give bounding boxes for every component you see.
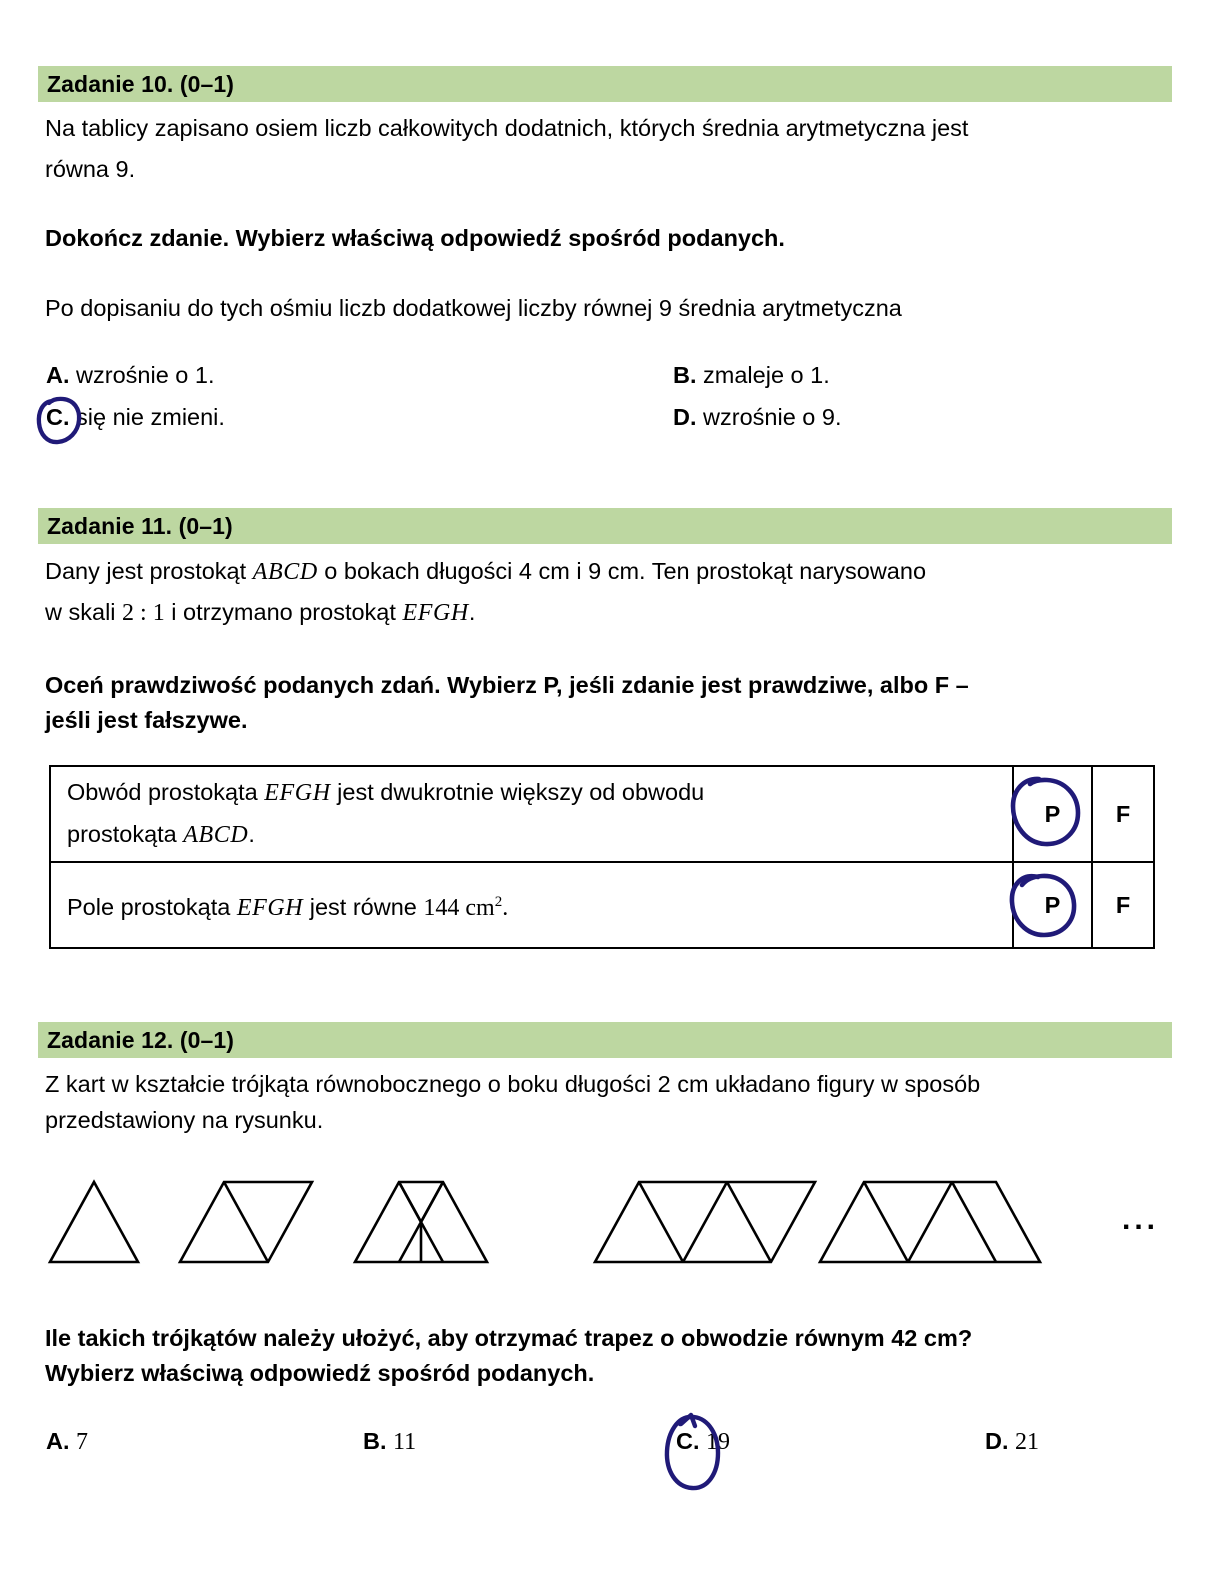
task-11-intro-text-e: .	[468, 599, 476, 625]
task-10-option-c-text: się nie zmieni.	[76, 404, 225, 430]
task-12-intro-line-2: przedstawiony na rysunku.	[45, 1107, 324, 1133]
task-12-option-c-text: 19	[706, 1429, 731, 1455]
task-12-option-b[interactable]	[363, 1424, 416, 1459]
tf-statement-2-line-1	[67, 882, 1002, 929]
tf-s1-abcd-math: ABCD	[183, 822, 249, 848]
task-12-option-c[interactable]	[676, 1424, 730, 1459]
tf-row-2-f-label: F	[1115, 891, 1131, 918]
table-row	[51, 767, 1153, 863]
task-10-option-d-text: wzrośnie o 9.	[703, 404, 842, 430]
task-11-instruction-line-1: Oceń prawdziwość podanych zdań. Wybierz P, jeśli zdanie jest prawdziwe, albo F –	[45, 672, 969, 698]
triangle-group-1	[50, 1182, 138, 1262]
task-10-option-c[interactable]	[46, 400, 225, 434]
task-12-option-d-label: D.	[985, 1428, 1009, 1454]
task-12-option-a[interactable]	[46, 1424, 88, 1459]
task-11-intro-text-d: i otrzymano prostokąt	[164, 599, 403, 625]
task-12-question-line-2: Wybierz właściwą odpowiedź spośród podanych.	[45, 1360, 595, 1386]
task-12-option-a-text: 7	[76, 1429, 89, 1455]
triangle-group-5	[820, 1182, 1040, 1262]
tf-statement-1-line-2	[67, 814, 1002, 856]
tf-statement-1-line-1	[67, 772, 1002, 814]
figure-ellipsis: ...	[1122, 1203, 1160, 1236]
tf-s2-area-value	[423, 895, 508, 921]
task-11-intro-text-b: o bokach długości 4 cm i 9 cm. Ten prostokąt narysowano	[317, 558, 927, 584]
tf-row-1-p-label: P	[1044, 800, 1061, 827]
task-10-intro-line-1: Na tablicy zapisano osiem liczb całkowitych dodatnich, których średnia arytmetyczna jest	[45, 115, 969, 141]
task-10-option-b[interactable]	[673, 358, 830, 392]
tf-row-1-f-option[interactable]	[1091, 767, 1153, 861]
task-10-option-b-label: B.	[673, 362, 697, 388]
tf-s2-text-b: jest równe	[303, 893, 424, 920]
task-11-intro-text-c: w skali	[45, 599, 123, 625]
task-12-option-d-text: 21	[1015, 1429, 1040, 1455]
task-header-label-11: Zadanie 11. (0–1)	[47, 513, 233, 539]
task-11-rect-efgh-math: EFGH	[402, 600, 469, 626]
task-header-zadanie-11	[38, 508, 1172, 544]
tf-s1-text-a: Obwód prostokąta	[67, 779, 265, 805]
tf-row-2-p-label: P	[1044, 891, 1061, 918]
task-10-option-b-text: zmaleje o 1.	[703, 362, 830, 388]
task-header-label-12: Zadanie 12. (0–1)	[47, 1027, 235, 1053]
task-header-label-10: Zadanie 10. (0–1)	[47, 71, 235, 97]
tf-statement-1	[67, 767, 1002, 861]
task-12-intro-line-1: Z kart w kształcie trójkąta równobocznego o boku długości 2 cm układano figury w sposób	[45, 1071, 981, 1097]
tf-row-2-p-option[interactable]	[1012, 863, 1091, 947]
task-11-scale-math: 2 : 1	[122, 600, 165, 626]
task-10-option-a[interactable]	[46, 358, 214, 392]
task-12-option-c-label: C.	[676, 1428, 700, 1454]
task-10-option-a-label: A.	[46, 362, 70, 388]
triangle-group-4	[595, 1182, 815, 1262]
triangle-pattern-figure	[40, 1160, 1180, 1270]
task-11-instruction-line-2: jeśli jest fałszywe.	[45, 707, 248, 733]
task-12-option-b-label: B.	[363, 1428, 387, 1454]
task-10-instruction: Dokończ zdanie. Wybierz właściwą odpowiedź spośród podanych.	[45, 225, 785, 251]
true-false-table	[49, 765, 1155, 949]
tf-s2-text-c: .	[502, 894, 509, 921]
task-10-option-a-text: wzrośnie o 1.	[76, 362, 215, 388]
tf-row-1-f-label: F	[1115, 800, 1131, 827]
task-11-intro-line-2	[45, 592, 475, 634]
task-header-zadanie-12	[38, 1022, 1172, 1058]
tf-s1-text-d: .	[248, 821, 255, 847]
triangle-group-2	[180, 1182, 312, 1262]
tf-s2-text-a: Pole prostokąta	[67, 893, 237, 920]
tf-s2-area-number: 144 cm	[423, 894, 495, 921]
task-10-stem: Po dopisaniu do tych ośmiu liczb dodatkowej liczby równej 9 średnia arytmetyczna	[45, 295, 902, 321]
tf-s1-text-c: prostokąta	[67, 821, 184, 847]
task-11-intro-line-1	[45, 551, 926, 593]
task-10-option-d[interactable]	[673, 400, 841, 434]
task-12-option-a-label: A.	[46, 1428, 70, 1454]
tf-s1-text-b: jest dwukrotnie większy od obwodu	[330, 779, 705, 805]
task-12-option-b-text: 11	[393, 1429, 417, 1455]
triangle-group-3	[355, 1182, 487, 1262]
task-12-question-line-1: Ile takich trójkątów należy ułożyć, aby otrzymać trapez o obwodzie równym 42 cm?	[45, 1325, 973, 1351]
task-header-zadanie-10	[38, 66, 1172, 102]
task-10-intro-line-2: równa 9.	[45, 156, 136, 182]
task-12-option-d[interactable]	[985, 1424, 1039, 1459]
table-row	[51, 863, 1153, 947]
task-11-rect-abcd-math: ABCD	[252, 559, 318, 585]
tf-statement-2	[67, 863, 1002, 947]
triangle-pattern-svg	[40, 1160, 1180, 1270]
tf-s2-area-exponent: 2	[494, 893, 503, 910]
tf-row-1-p-option[interactable]	[1012, 767, 1091, 861]
tf-s2-efgh-math: EFGH	[236, 894, 304, 921]
task-10-option-c-label: C.	[46, 404, 70, 430]
tf-row-2-f-option[interactable]	[1091, 863, 1153, 947]
tf-s1-efgh-math: EFGH	[264, 780, 331, 806]
task-10-option-d-label: D.	[673, 404, 697, 430]
task-11-intro-text-a: Dany jest prostokąt	[45, 558, 253, 584]
